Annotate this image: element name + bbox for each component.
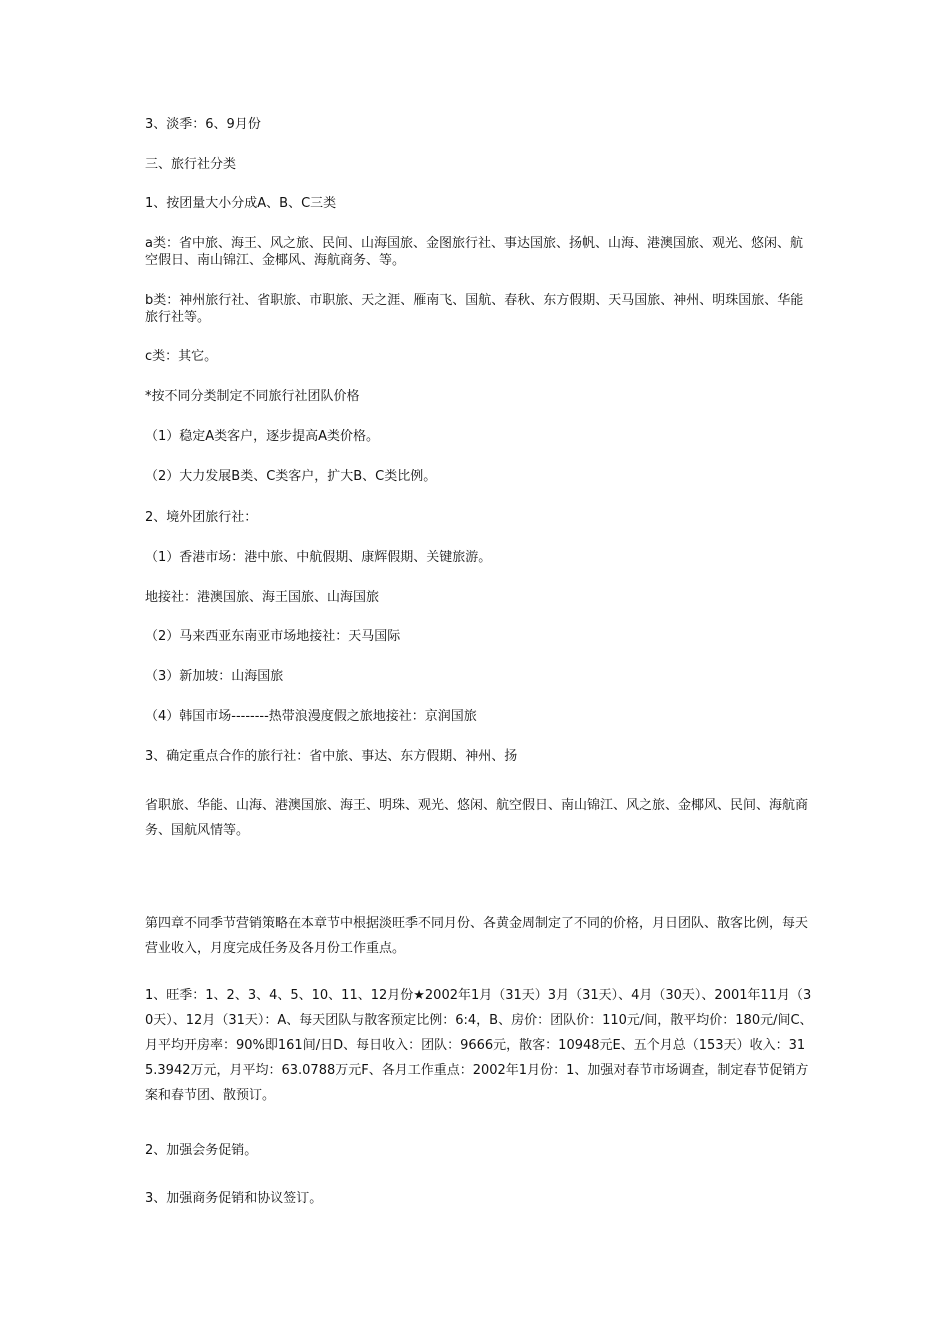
section-heading-agency-classification: 三、旅行社分类 (145, 157, 237, 172)
paragraph-pricing-note: *按不同分类制定不同旅行社团队价格 (145, 389, 360, 404)
paragraph-ground-agencies: 地接社：港澳国旅、海王国旅、山海国旅 (145, 590, 380, 605)
paragraph-business-promotion: 3、加强商务促销和协议签订。 (145, 1191, 323, 1206)
paragraph-conference-promotion: 2、加强会务促销。 (145, 1143, 258, 1158)
paragraph-peak-season: 1、旺季：1、2、3、4、5、10、11、12月份★2002年1月（31天）3月（31天）、4月（30天）、2001年11月（30天）、12月（31天）：A、每天团队与散客预定比例：6:4，B、房价：团队价：110元/间，散平均价：180元/间C、月平均开房率：90%即161间/日D、每日收入：团队：9666元，散客：10948元E、五个月总（153天）收入：315.3942万元，月平均：63.0788万元F、各月工作重点：2002年1月份：1、加强对春节市场调查，制定春节促销方案和春节团、散预订。 (145, 988, 813, 1103)
paragraph-class-b: b类：神州旅行社、省职旅、市职旅、天之涯、雁南飞、国航、春秋、东方假期、天马国旅、神州、明珠国旅、华能旅行社等。 (145, 293, 804, 325)
paragraph-overseas-agencies: 2、境外团旅行社： (145, 510, 258, 525)
paragraph-korea-market: （4）韩国市场--------热带浪漫度假之旅地接社：京润国旅 (145, 709, 477, 724)
paragraph-malaysia-market: （2）马来西亚东南亚市场地接社：天马国际 (145, 629, 401, 644)
paragraph-key-partners: 3、确定重点合作的旅行社：省中旅、事达、东方假期、神州、扬 (145, 749, 518, 764)
paragraph-chapter-four: 第四章不同季节营销策略在本章节中根据淡旺季不同月份、各黄金周制定了不同的价格，月日团队、散客比例，每天营业收入，月度完成任务及各月份工作重点。 (145, 916, 809, 956)
paragraph-partner-list: 省职旅、华能、山海、港澳国旅、海王、明珠、观光、悠闲、航空假日、南山锦江、风之旅、金椰风、民间、海航商务、国航风情等。 (145, 798, 809, 838)
paragraph-hongkong-market: （1）香港市场：港中旅、中航假期、康辉假期、关键旅游。 (145, 550, 492, 565)
paragraph-class-c: c类：其它。 (145, 349, 218, 364)
paragraph-singapore: （3）新加坡：山海国旅 (145, 669, 284, 684)
paragraph-off-season: 3、淡季：6、9月份 (145, 117, 261, 132)
paragraph-item-2: （2）大力发展B类、C类客户，扩大B、C类比例。 (145, 469, 437, 484)
paragraph-item-1: （1）稳定A类客户，逐步提高A类价格。 (145, 429, 380, 444)
paragraph-abc-classes: 1、按团量大小分成A、B、C三类 (145, 196, 337, 211)
paragraph-class-a: a类：省中旅、海王、风之旅、民间、山海国旅、金图旅行社、事达国旅、扬帆、山海、港澳国旅、观光、悠闲、航空假日、南山锦江、金椰风、海航商务、等。 (145, 236, 803, 268)
